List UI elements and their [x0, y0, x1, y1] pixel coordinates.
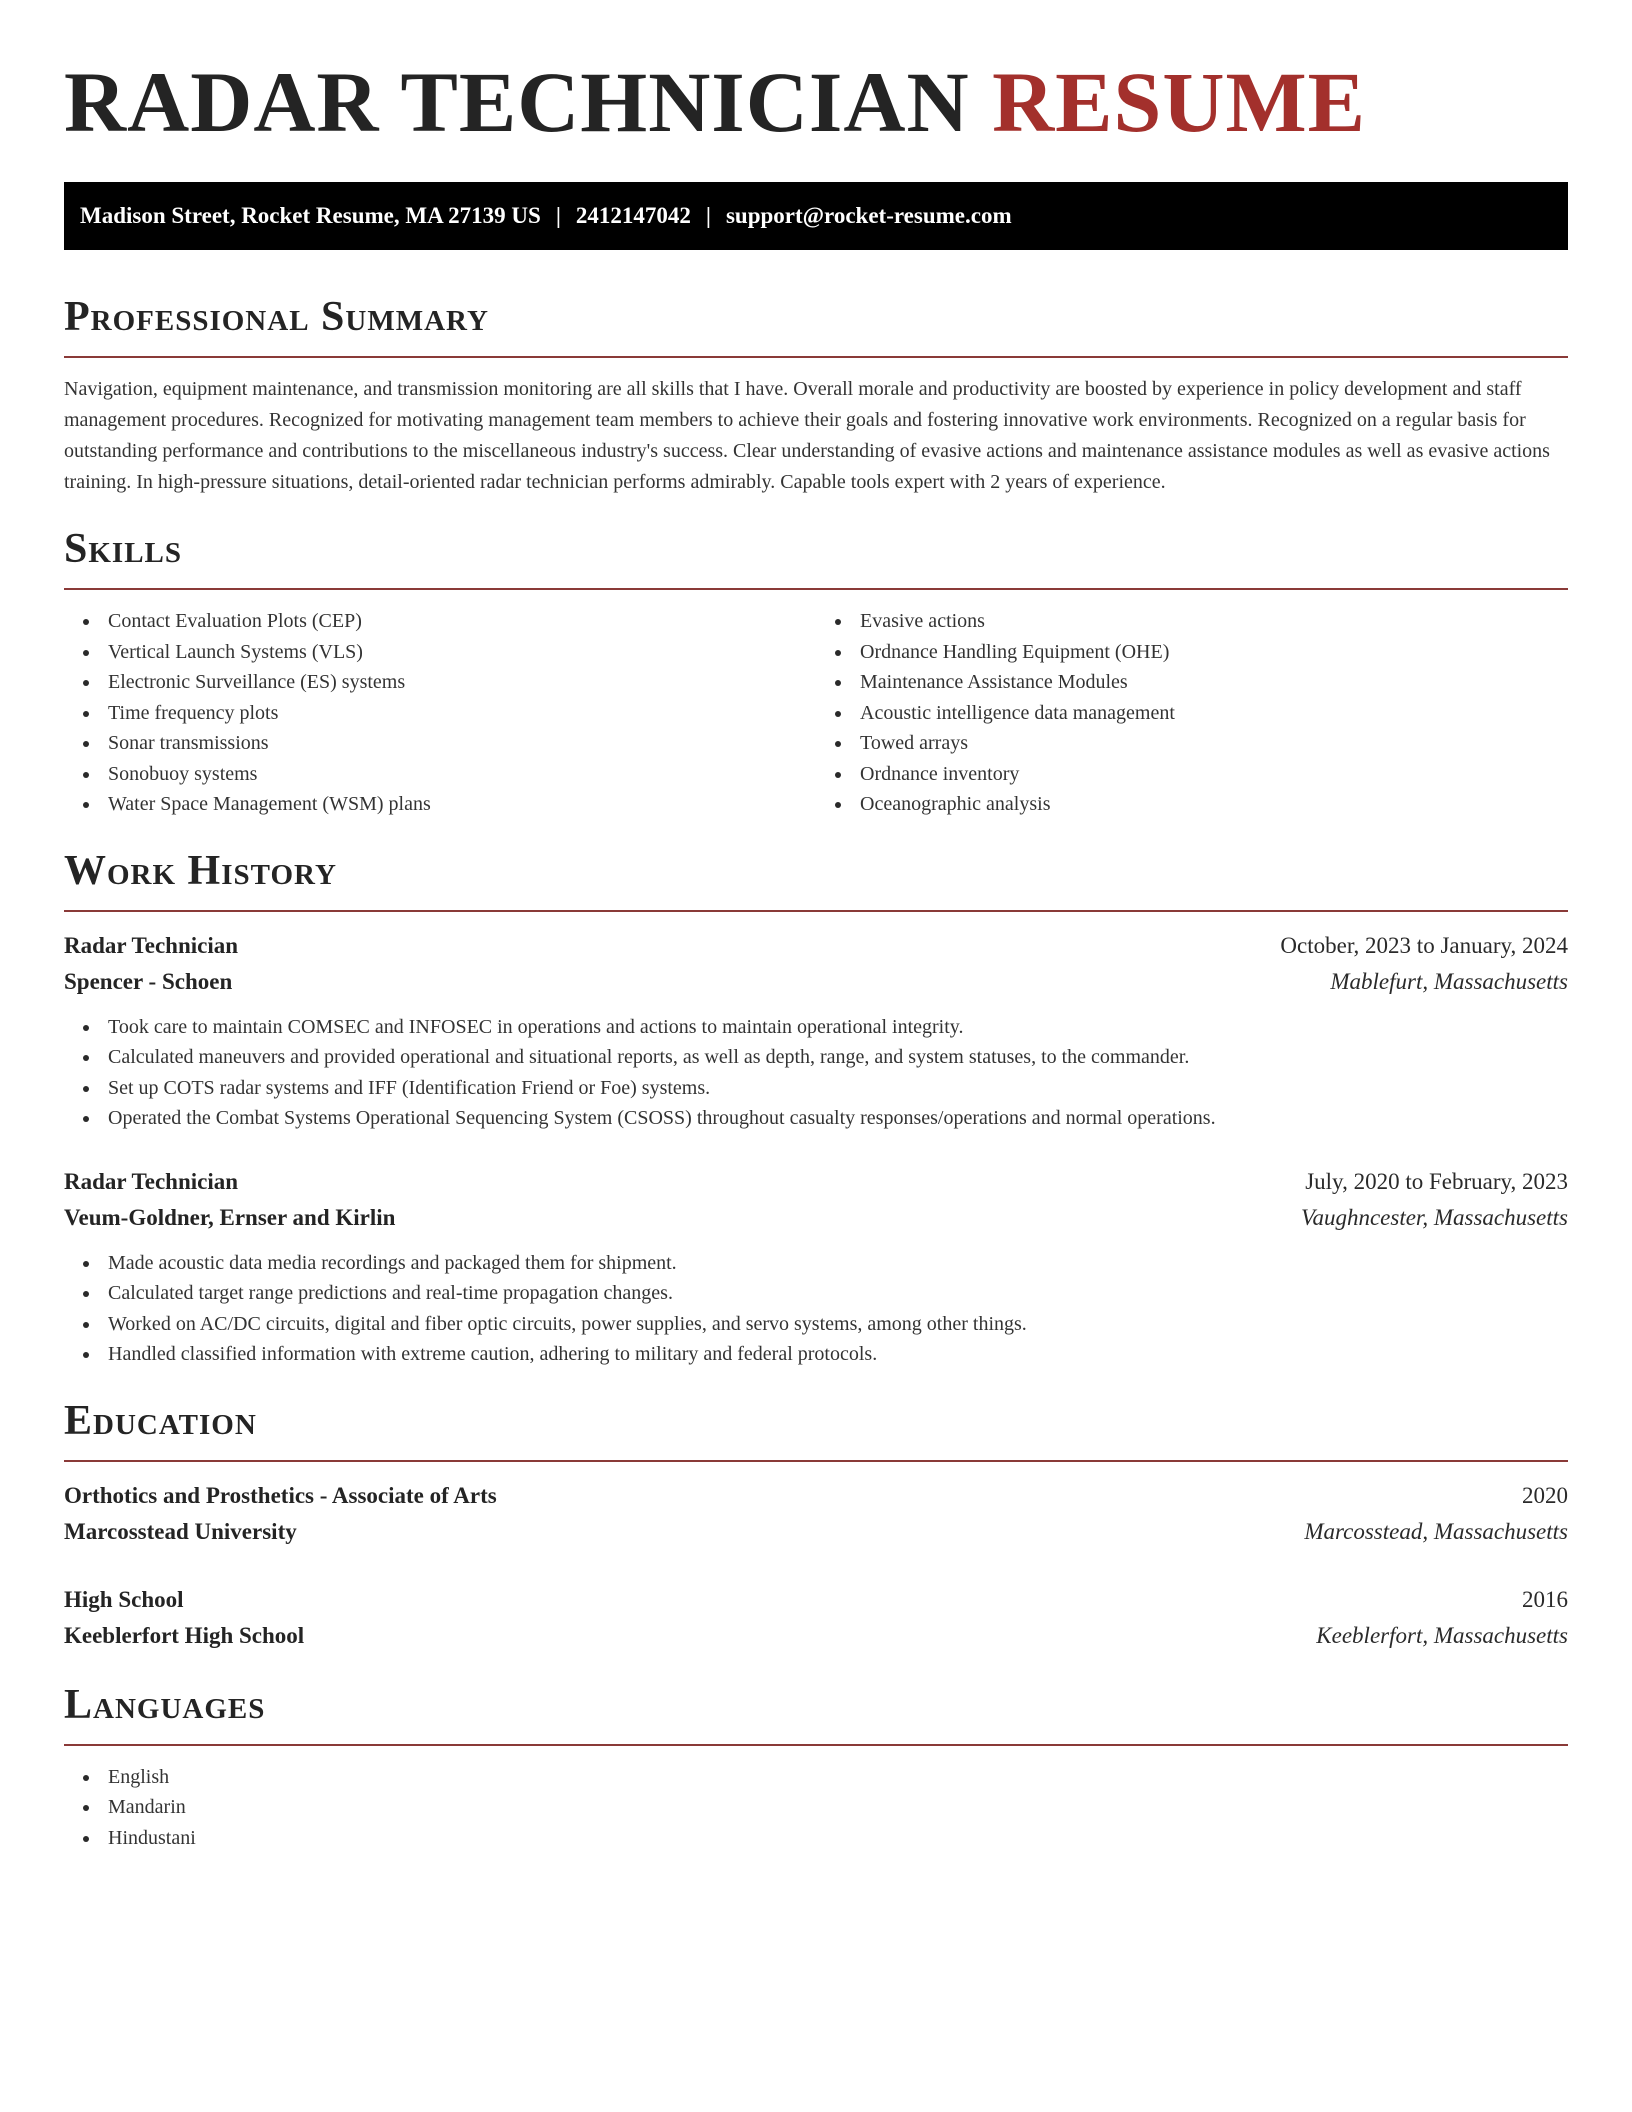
job-header-row: [64, 1164, 1568, 1200]
job-location: Mablefurt, Massachusetts: [1330, 968, 1568, 994]
section-divider: [64, 1460, 1568, 1462]
job-duty: Worked on AC/DC circuits, digital and fiber optic circuits, power supplies, and servo systems, among other things.: [108, 1309, 1568, 1340]
job-company: Veum-Goldner, Ernser and Kirlin: [64, 1204, 396, 1230]
job-duties-list: [64, 1012, 1568, 1134]
section-heading-skills: Skills: [64, 526, 183, 572]
skill-item: Towed arrays: [860, 728, 1568, 759]
skills-list-left: [64, 606, 816, 820]
education-location: Marcosstead, Massachusetts: [1304, 1518, 1568, 1544]
section-heading-languages: Languages: [64, 1681, 266, 1728]
education-year: 2016: [1522, 1586, 1568, 1612]
job-company-row: [64, 964, 1568, 1000]
job-dates: July, 2020 to February, 2023: [1305, 1168, 1568, 1194]
education-school-row: [64, 1514, 1568, 1550]
job-duty: Set up COTS radar systems and IFF (Identification Friend or Foe) systems.: [108, 1073, 1568, 1104]
education-school: Keeblerfort High School: [64, 1622, 305, 1648]
languages-section: [64, 1680, 1568, 1854]
job-title: Radar Technician: [64, 932, 239, 958]
section-heading-summary: Professional Summary: [64, 294, 489, 340]
job-company-row: [64, 1200, 1568, 1236]
skill-item: Contact Evaluation Plots (CEP): [108, 606, 816, 637]
skill-item: Water Space Management (WSM) plans: [108, 789, 816, 820]
education-section: [64, 1396, 1568, 1654]
section-divider: [64, 1744, 1568, 1746]
skill-item: Time frequency plots: [108, 698, 816, 729]
title-main: RADAR TECHNICIAN: [64, 54, 970, 150]
job-duty: Calculated maneuvers and provided operational and situational reports, as well as depth, range, and system statuses, to the commander.: [108, 1042, 1568, 1073]
education-entry: [64, 1478, 1568, 1550]
title-accent: RESUME: [992, 54, 1366, 150]
section-heading-work-history: Work History: [64, 847, 337, 894]
skill-item: Acoustic intelligence data management: [860, 698, 1568, 729]
skills-columns: [64, 606, 1568, 820]
language-item: English: [108, 1762, 1568, 1793]
education-header-row: [64, 1582, 1568, 1618]
education-header-row: [64, 1478, 1568, 1514]
job-location: Vaughncester, Massachusetts: [1300, 1204, 1568, 1230]
education-entry: [64, 1582, 1568, 1654]
education-degree: Orthotics and Prosthetics - Associate of Arts: [64, 1482, 497, 1508]
job-entry: [64, 1164, 1568, 1370]
education-school: Marcosstead University: [64, 1518, 297, 1544]
contact-separator: |: [555, 203, 561, 228]
contact-phone: 2412147042: [575, 203, 691, 228]
education-school-row: [64, 1618, 1568, 1654]
skill-item: Electronic Surveillance (ES) systems: [108, 667, 816, 698]
skill-item: Maintenance Assistance Modules: [860, 667, 1568, 698]
language-item: Mandarin: [108, 1792, 1568, 1823]
job-entry: [64, 928, 1568, 1134]
skill-item: Evasive actions: [860, 606, 1568, 637]
job-duty: Took care to maintain COMSEC and INFOSEC in operations and actions to maintain operational integrity.: [108, 1012, 1568, 1043]
contact-email: support@rocket-resume.com: [725, 203, 1012, 228]
job-duty: Calculated target range predictions and real-time propagation changes.: [108, 1278, 1568, 1309]
job-duty: Made acoustic data media recordings and packaged them for shipment.: [108, 1248, 1568, 1279]
language-item: Hindustani: [108, 1823, 1568, 1854]
job-duty: Operated the Combat Systems Operational Sequencing System (CSOSS) throughout casualty responses/operations and normal operations.: [108, 1103, 1568, 1134]
skill-item: Vertical Launch Systems (VLS): [108, 637, 816, 668]
section-heading-education: Education: [64, 1397, 257, 1444]
section-divider: [64, 356, 1568, 358]
job-header-row: [64, 928, 1568, 964]
skills-section: [64, 524, 1568, 820]
resume-title: [64, 52, 1568, 152]
skills-list-right: [816, 606, 1568, 820]
skill-item: Sonobuoy systems: [108, 759, 816, 790]
job-duties-list: [64, 1248, 1568, 1370]
skill-item: Ordnance Handling Equipment (OHE): [860, 637, 1568, 668]
work-history-section: [64, 846, 1568, 1370]
summary-section: [64, 292, 1568, 498]
languages-list: [64, 1762, 1568, 1854]
skill-item: Ordnance inventory: [860, 759, 1568, 790]
job-dates: October, 2023 to January, 2024: [1280, 932, 1568, 958]
contact-address: Madison Street, Rocket Resume, MA 27139 US: [80, 203, 541, 228]
summary-text: Navigation, equipment maintenance, and transmission monitoring are all skills that I have. Overall morale and productivity are boosted by experience in policy development and staff management procedures. Recognized for motivating management team members to achieve their goals and fostering innovative work environments. Recognized on a regular basis for outstanding performance and contributions to the miscellaneous industry's success. Clear understanding of evasive actions and maintenance assistance modules as well as evasive actions training. In high-pressure situations, detail-oriented radar technician performs admirably. Capable tools expert with 2 years of experience.: [64, 378, 1550, 493]
contact-bar: [64, 182, 1568, 250]
skill-item: Oceanographic analysis: [860, 789, 1568, 820]
education-location: Keeblerfort, Massachusetts: [1316, 1622, 1568, 1648]
education-degree: High School: [64, 1586, 184, 1612]
contact-separator: |: [705, 203, 711, 228]
skill-item: Sonar transmissions: [108, 728, 816, 759]
job-duty: Handled classified information with extreme caution, adhering to military and federal protocols.: [108, 1339, 1568, 1370]
section-divider: [64, 910, 1568, 912]
section-divider: [64, 588, 1568, 590]
job-company: Spencer - Schoen: [64, 968, 233, 994]
education-year: 2020: [1522, 1482, 1568, 1508]
job-title: Radar Technician: [64, 1168, 239, 1194]
